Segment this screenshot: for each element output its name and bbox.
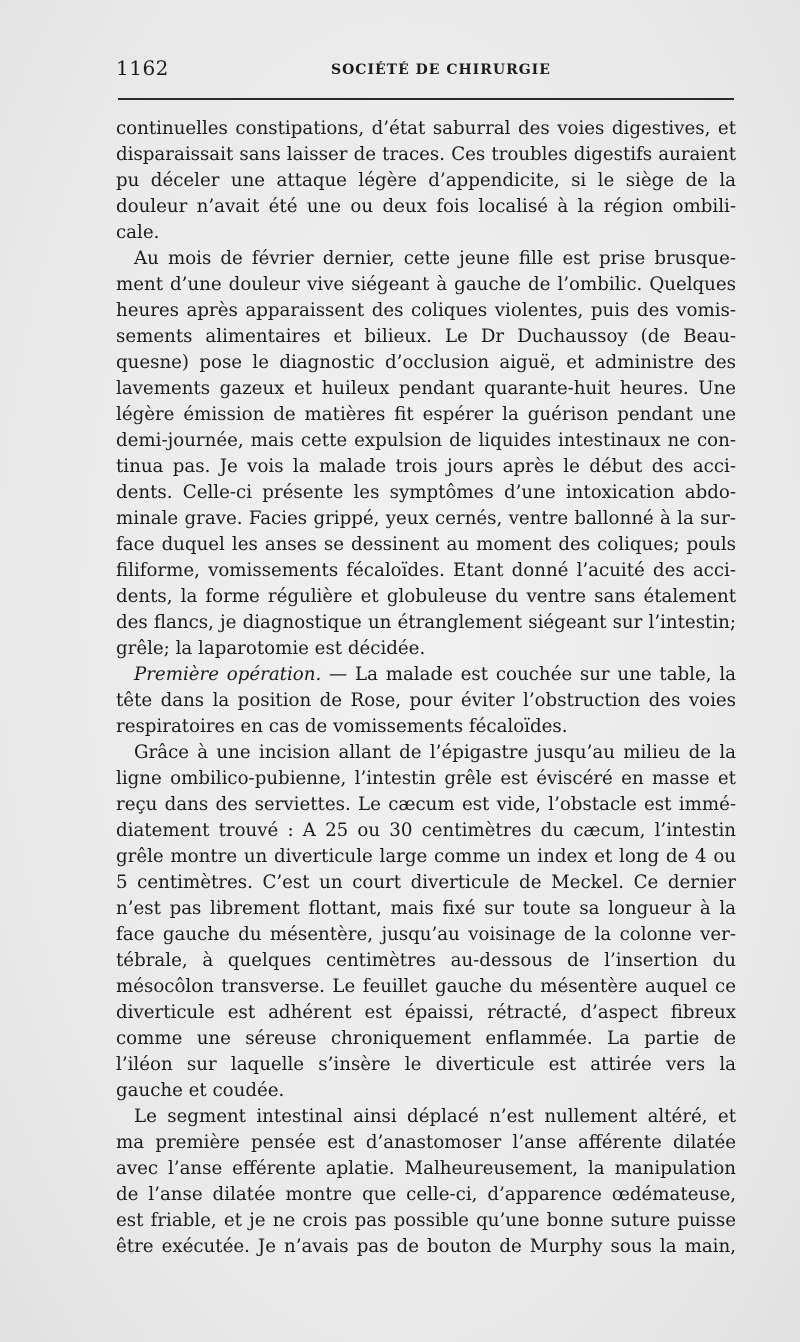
text-line: diatement trouvé : A 25 ou 30 centimètres du cæcum, l’intestin <box>116 820 736 841</box>
text-line: filiforme, vomissements fécaloïdes. Etant donné l’acuité des acci- <box>116 560 736 581</box>
paragraph <box>116 662 736 740</box>
text-line: légère émission de matières fit espérer la guérison pendant une <box>116 404 736 425</box>
page-number: 1162 <box>116 56 169 80</box>
text-line: n’est pas librement flottant, mais fixé sur toute sa longueur à la <box>116 898 736 919</box>
page-header <box>116 56 736 86</box>
header-rule <box>118 98 734 100</box>
text-line: face gauche du mésentère, jusqu’au voisinage de la colonne ver- <box>116 924 736 945</box>
text-line: grêle; la laparotomie est décidée. <box>116 638 426 659</box>
text-line: douleur n’avait été une ou deux fois localisé à la région ombili- <box>116 196 736 217</box>
text-line: avec l’anse efférente aplatie. Malheureusement, la manipulation <box>116 1158 736 1179</box>
section-heading-italic: Première opération. <box>134 664 322 685</box>
text-line: quesne) pose le diagnostic d’occlusion aiguë, et administre des <box>116 352 736 373</box>
text-line: dents. Celle-ci présente les symptômes d’une intoxication abdo- <box>116 482 736 503</box>
text-line: reçu dans des serviettes. Le cæcum est vide, l’obstacle est immé- <box>116 794 736 815</box>
text-line: être exécutée. Je n’avais pas de bouton de Murphy sous la main, <box>116 1236 736 1257</box>
text-line: Le segment intestinal ainsi déplacé n’est nullement altéré, et <box>134 1106 736 1127</box>
text-line: minale grave. Facies grippé, yeux cernés, ventre ballonné à la sur- <box>116 508 736 529</box>
text-line: tête dans la position de Rose, pour éviter l’obstruction des voies <box>116 690 736 711</box>
text-line: pu déceler une attaque légère d’appendicite, si le siège de la <box>116 170 736 191</box>
text-line: des flancs, je diagnostique un étranglement siégeant sur l’intestin; <box>116 612 736 633</box>
running-title: SOCIÉTÉ DE CHIRURGIE <box>331 62 551 78</box>
paragraph <box>116 116 736 246</box>
text-line: grêle montre un diverticule large comme un index et long de 4 ou <box>116 846 736 867</box>
text-line: ment d’une douleur vive siégeant à gauche de l’ombilic. Quelques <box>116 274 736 295</box>
text-line: de l’anse dilatée montre que celle-ci, d’apparence œdémateuse, <box>116 1184 736 1205</box>
text-line: diverticule est adhérent est épaissi, rétracté, d’aspect fibreux <box>116 1002 736 1023</box>
text-line <box>116 662 736 688</box>
text-line: ma première pensée est d’anastomoser l’anse afférente dilatée <box>116 1132 736 1153</box>
text-line: l’iléon sur laquelle s’insère le diverticule est attirée vers la <box>116 1054 736 1075</box>
text-line: demi-journée, mais cette expulsion de liquides intestinaux ne con- <box>116 430 736 451</box>
text-line: disparaissait sans laisser de traces. Ces troubles digestifs auraient <box>116 144 736 165</box>
paragraph <box>116 740 736 1104</box>
text-line: comme une séreuse chroniquement enflammée. La partie de <box>116 1028 736 1049</box>
text-line: dents, la forme régulière et globuleuse du ventre sans étalement <box>116 586 736 607</box>
text-line: sements alimentaires et bilieux. Le Dr Duchaussoy (de Beau- <box>116 326 736 347</box>
paragraph <box>116 1104 736 1260</box>
text-run: — La malade est couchée sur une table, la <box>321 664 736 685</box>
text-line: respiratoires en cas de vomissements fécaloïdes. <box>116 716 568 737</box>
text-line: continuelles constipations, d’état saburral des voies digestives, et <box>116 118 736 139</box>
text-line: lavements gazeux et huileux pendant quarante-huit heures. Une <box>116 378 736 399</box>
text-line: cale. <box>116 222 160 243</box>
text-line: tinua pas. Je vois la malade trois jours après le début des acci- <box>116 456 736 477</box>
text-line: mésocôlon transverse. Le feuillet gauche du mésentère auquel ce <box>116 976 736 997</box>
paragraph <box>116 246 736 662</box>
text-line: 5 centimètres. C’est un court diverticule de Meckel. Ce dernier <box>116 872 736 893</box>
text-line: face duquel les anses se dessinent au moment des coliques; pouls <box>116 534 736 555</box>
text-line: tébrale, à quelques centimètres au-dessous de l’insertion du <box>116 950 736 971</box>
text-line: heures après apparaissent des coliques violentes, puis des vomis- <box>116 300 736 321</box>
text-line: ligne ombilico-pubienne, l’intestin grêle est éviscéré en masse et <box>116 768 736 789</box>
text-line: gauche et coudée. <box>116 1080 285 1101</box>
text-line: Grâce à une incision allant de l’épigastre jusqu’au milieu de la <box>134 742 736 763</box>
text-line: est friable, et je ne crois pas possible qu’une bonne suture puisse <box>116 1210 736 1231</box>
text-line: Au mois de février dernier, cette jeune fille est prise brusque- <box>134 248 736 269</box>
body-text <box>116 116 736 1260</box>
